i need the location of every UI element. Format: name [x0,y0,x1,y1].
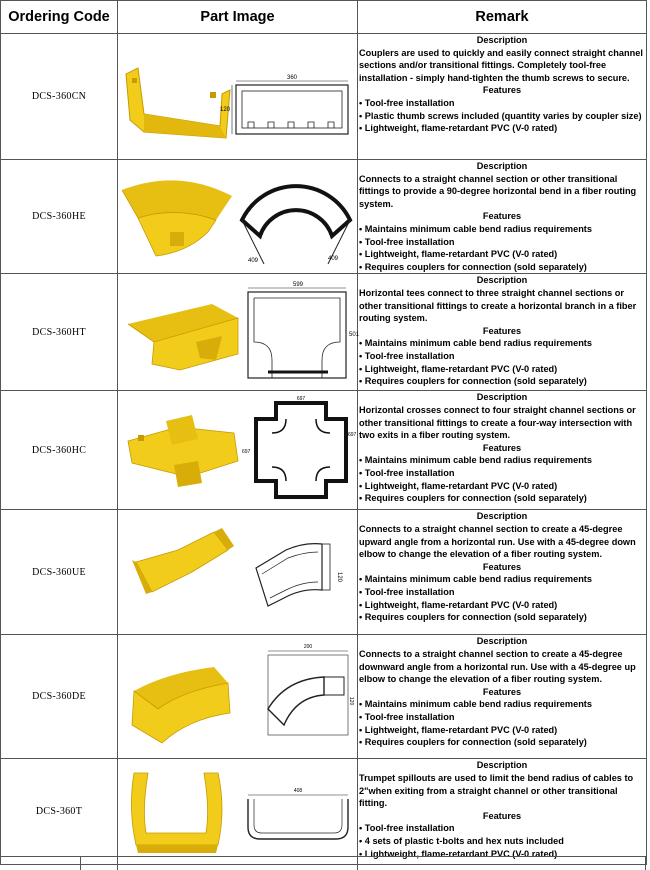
header-remark: Remark [358,1,647,34]
dim-label: 200 [303,644,313,651]
description-label: Description [476,35,528,45]
description-label: Description [476,636,528,647]
remark-cell [358,510,647,635]
features-list [359,97,645,135]
features-list [359,573,645,623]
part-image [118,759,358,865]
dim-label: 501 [349,332,360,339]
cross-photo [128,415,238,487]
remark-cell [358,391,647,510]
tee-photo [128,304,238,370]
features-list [359,698,645,748]
table-row [1,391,647,510]
features-label: Features [482,561,522,572]
remark-cell [358,759,647,865]
table-row [1,759,647,865]
table-row [1,274,647,391]
features-list [359,454,645,504]
list-item: • Requires couplers for connection (sold separately) [359,261,645,274]
dim-label: 120 [348,697,354,706]
remark-cell [358,160,647,274]
description-label: Description [476,161,528,171]
divider [80,857,81,870]
description-text: Couplers are used to quickly and easily connect straight channel sections and/or transitional fittings. Completely tool-free installation - simply hand-tighten the thumb screws to secure. [359,47,643,83]
table-row [1,34,647,160]
features-list [359,223,645,273]
next-row-edge [0,856,646,870]
ordering-code: DCS-360CN [1,34,118,160]
list-item: • Lightweight, flame-retardant PVC (V-0 rated) [359,599,645,612]
list-item: • Maintains minimum cable bend radius requirements [359,573,645,586]
list-item: • Tool-free installation [359,467,645,480]
features-label: Features [482,442,522,453]
horizontal-tee-image [118,274,358,390]
part-image [118,391,358,510]
horizontal-cross-image [118,391,358,509]
down-elbow-drawing [268,651,348,735]
part-image [118,635,358,759]
features-label: Features [482,325,522,336]
part-image [118,34,358,160]
list-item: • Lightweight, flame-retardant PVC (V-0 rated) [359,122,645,135]
description-text: Horizontal crosses connect to four straight channel sections or other transitional fittings to create a four-way intersection with two exits in a fiber routing system. [359,404,636,441]
list-item: • Tool-free installation [359,711,645,724]
list-item: • Maintains minimum cable bend radius requirements [359,698,645,711]
list-item: • Tool-free installation [359,236,645,249]
list-item: • Tool-free installation [359,586,645,599]
list-item: • Maintains minimum cable bend radius requirements [359,337,645,350]
description-label: Description [476,275,528,286]
trumpet-image [118,759,358,864]
description-text: Connects to a straight channel section or other transitional fittings to provide a 90-degree horizontal bend in a fiber routing system. [359,173,637,209]
ordering-code: DCS-360HE [1,160,118,274]
description-text: Horizontal tees connect to three straight channel sections or other transitional fittings to create a horizontal branch in a fiber routing system. [359,287,637,324]
dim-label: 120 [220,107,231,113]
remark-cell [358,274,647,391]
trumpet-photo [131,773,222,853]
up-elbow-photo [132,528,234,594]
part-image [118,510,358,635]
remark-cell [358,34,647,160]
list-item: • Tool-free installation [359,97,645,110]
header-ordering-code: Ordering Code [1,1,118,34]
features-list [359,822,645,860]
list-item: • Maintains minimum cable bend radius requirements [359,223,645,236]
ordering-code: DCS-360DE [1,635,118,759]
divider [645,857,646,870]
up-elbow-image [118,510,358,634]
down-elbow-photo [132,667,230,743]
divider [117,857,118,870]
list-item: • Requires couplers for connection (sold separately) [359,736,645,749]
up-elbow-drawing [256,544,330,606]
remark-cell [358,635,647,759]
table-row [1,635,647,759]
description-label: Description [476,392,528,403]
dim-label: 697 [242,449,251,456]
part-image [118,274,358,391]
features-list [359,337,645,387]
description-text: Connects to a straight channel section to create a 45-degree upward angle from a horizontal run. Use with a 45-degree down elbow to change the elevation of a fiber routing system. [359,523,636,560]
list-item: • Maintains minimum cable bend radius requirements [359,454,645,467]
ordering-code: DCS-360UE [1,510,118,635]
dim-label: 697 [296,396,306,403]
dim-label: 409 [248,258,259,264]
dim-label: 408 [293,788,303,795]
horizontal-elbow-image [118,160,358,270]
features-label: Features [482,686,522,697]
header-part-image: Part Image [118,1,358,34]
coupler-photo [126,68,230,138]
coupler-drawing [232,81,348,134]
ordering-code: DCS-360T [1,759,118,865]
elbow-drawing [242,186,350,264]
list-item: • Requires couplers for connection (sold separately) [359,611,645,624]
dim-label: 697 [348,432,357,439]
dim-label: 599 [292,282,304,289]
tee-drawing [248,288,346,378]
list-item: • Lightweight, flame-retardant PVC (V-0 rated) [359,248,645,261]
down-elbow-image [118,635,358,758]
description-label: Description [476,511,528,522]
list-item: • Tool-free installation [359,350,645,363]
ordering-code: DCS-360HC [1,391,118,510]
trumpet-drawing [248,795,348,839]
description-text: Connects to a straight channel section to create a 45-degree downward angle from a horizontal run. Use with a 45-degree up elbow to change the elevation of a fiber routing system. [359,648,636,685]
features-label: Features [482,85,522,96]
table-row [1,510,647,635]
dim-label: 360 [286,75,298,81]
header-row [1,1,647,34]
list-item: • Requires couplers for connection (sold separately) [359,375,645,388]
divider [357,857,358,870]
list-item: • 4 sets of plastic t-bolts and hex nuts included [359,835,645,848]
dim-label: 120 [336,572,342,583]
dim-label: 409 [328,256,339,262]
list-item: • Plastic thumb screws included (quantity varies by coupler size) [359,110,645,123]
part-image [118,160,358,274]
coupler-image [118,34,358,159]
cross-drawing [256,403,346,497]
list-item: • Lightweight, flame-retardant PVC (V-0 rated) [359,848,645,861]
table-row [1,160,647,274]
features-label: Features [482,211,522,222]
list-item: • Lightweight, flame-retardant PVC (V-0 rated) [359,480,645,493]
description-label: Description [476,760,528,771]
list-item: • Lightweight, flame-retardant PVC (V-0 rated) [359,363,645,376]
elbow-photo [122,180,232,256]
description-text: Trumpet spillouts are used to limit the bend radius of cables to 2"when exiting from a straight channel or other transitional fitting. [359,772,634,809]
ordering-code: DCS-360HT [1,274,118,391]
list-item: • Lightweight, flame-retardant PVC (V-0 rated) [359,724,645,737]
list-item: • Tool-free installation [359,822,645,835]
features-label: Features [482,810,522,821]
list-item: • Requires couplers for connection (sold separately) [359,492,645,505]
